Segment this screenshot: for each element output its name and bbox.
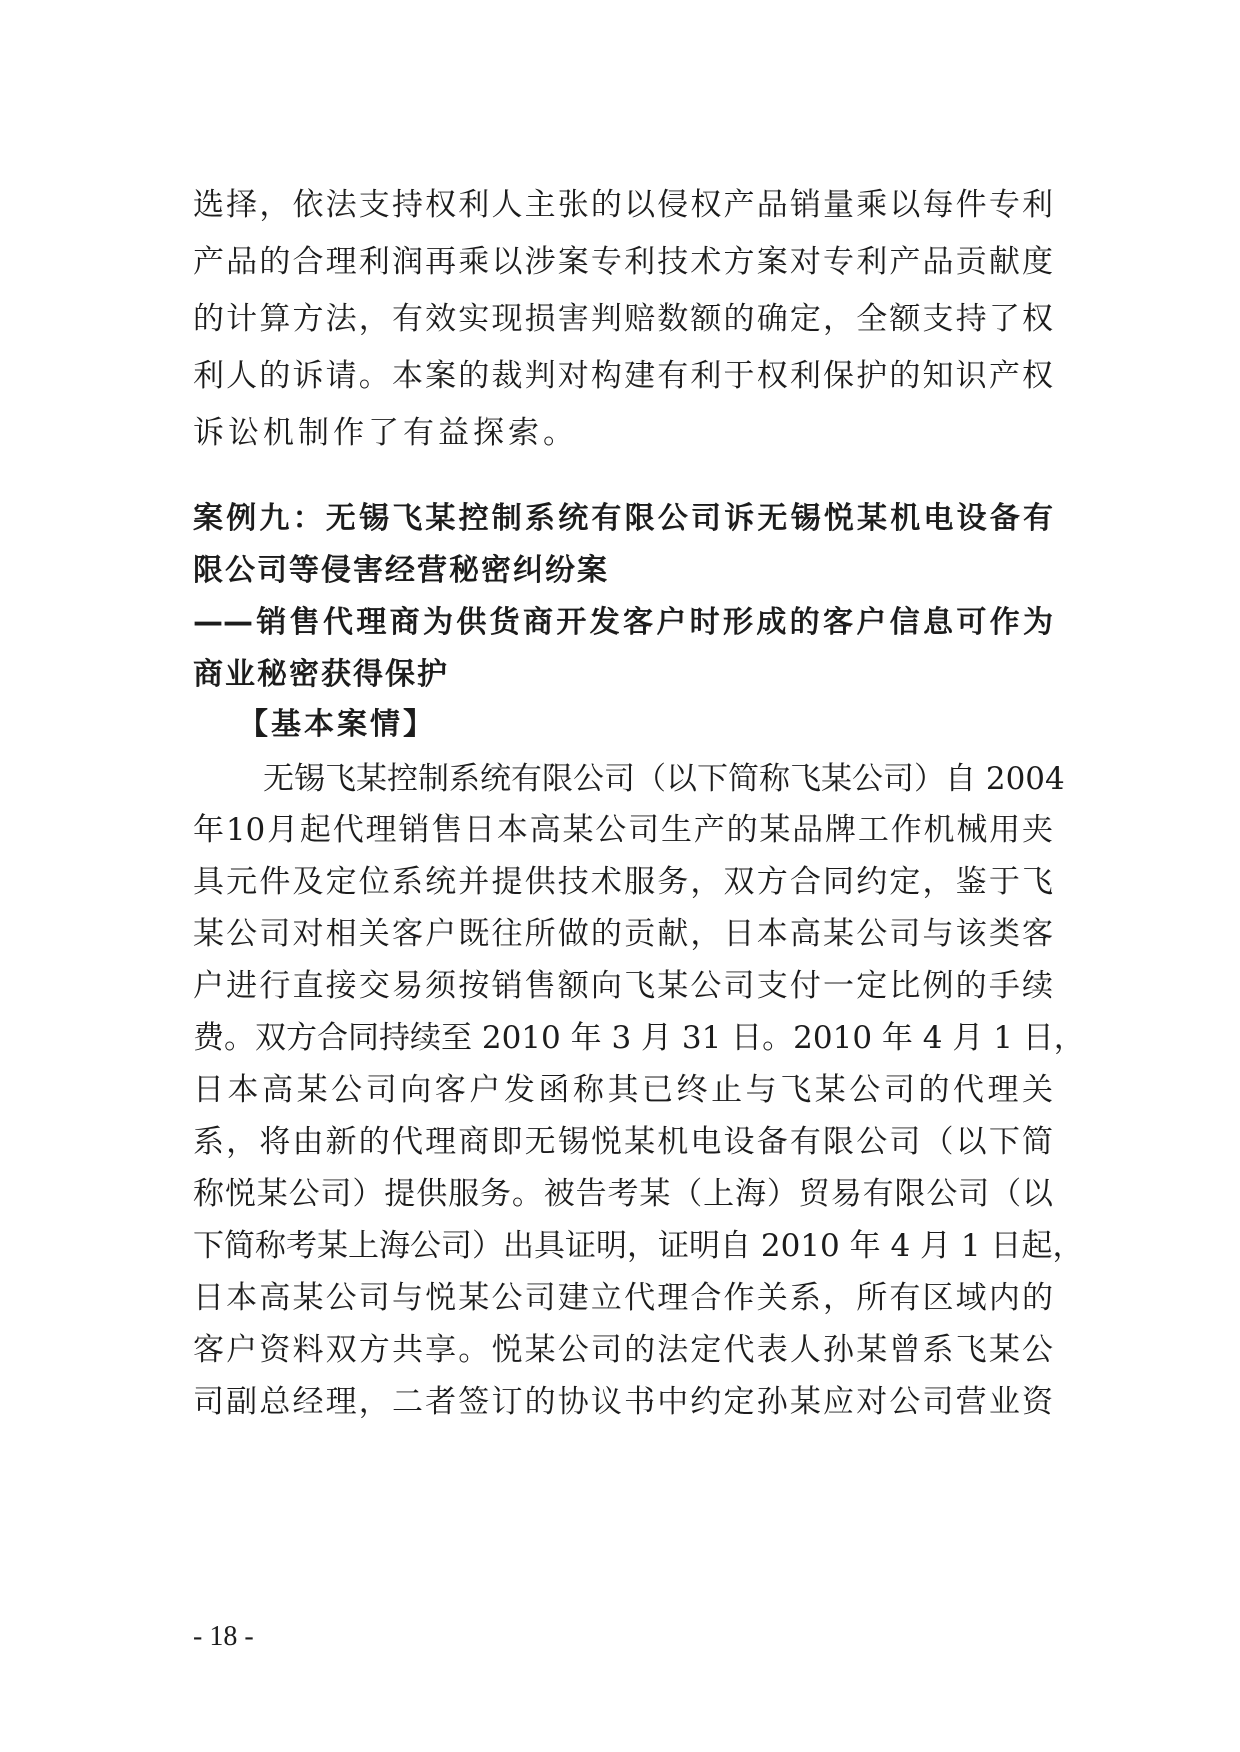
body-line: 户进行直接交易须按销售额向飞某公司支付一定比例的手续 [193,968,1053,1004]
intro-line: 诉讼机制作了有益探索。 [193,415,578,451]
body-line: 具元件及定位系统并提供技术服务，双方合同约定，鉴于飞 [193,864,1053,900]
intro-line: 的计算方法，有效实现损害判赔数额的确定，全额支持了权 [193,301,1053,337]
body-line: 日本高某公司与悦某公司建立代理合作关系，所有区域内的 [193,1280,1053,1316]
body-line: 日本高某公司向客户发函称其已终止与飞某公司的代理关 [193,1072,1053,1108]
case-title-line: 案例九：无锡飞某控制系统有限公司诉无锡悦某机电设备有 [193,501,1053,536]
page-number: - 18 - [193,1621,254,1652]
body-line: 某公司对相关客户既往所做的贡献，日本高某公司与该类客 [193,916,1053,952]
intro-line: 利人的诉请。本案的裁判对构建有利于权利保护的知识产权 [193,358,1053,394]
body-line: 系，将由新的代理商即无锡悦某机电设备有限公司（以下简 [193,1124,1053,1160]
section-heading-text: 【基本案情】 [238,707,436,742]
case-subtitle-line: 商业秘密获得保护 [193,657,449,692]
body-line: 司副总经理，二者签订的协议书中约定孙某应对公司营业资 [193,1384,1053,1420]
body-line: 下简称考某上海公司）出具证明，证明自 2010 年 4 月 1 日起， [193,1228,1084,1264]
intro-line: 选择，依法支持权利人主张的以侵权产品销量乘以每件专利 [193,187,1053,223]
body-line: 客户资料双方共享。悦某公司的法定代表人孙某曾系飞某公 [193,1332,1053,1368]
body-line: 无锡飞某控制系统有限公司（以下简称飞某公司）自 2004 [263,761,1065,797]
body-line: 年10月起代理销售日本高某公司生产的某品牌工作机械用夹 [193,812,1053,848]
case-title-line: 限公司等侵害经营秘密纠纷案 [193,553,609,588]
body-line: 称悦某公司）提供服务。被告考某（上海）贸易有限公司（以 [193,1176,1053,1212]
intro-line: 产品的合理利润再乘以涉案专利技术方案对专利产品贡献度 [193,244,1053,280]
case-subtitle-line: ——销售代理商为供货商开发客户时形成的客户信息可作为 [193,605,1053,640]
body-line: 费。双方合同持续至 2010 年 3 月 31 日。2010 年 4 月 1 日， [193,1020,1085,1056]
